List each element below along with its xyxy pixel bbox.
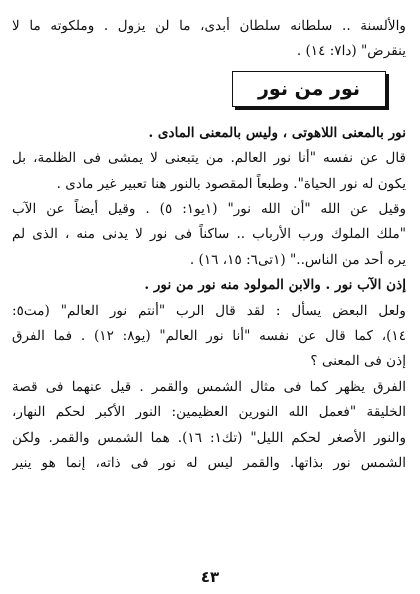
- paragraph-god-is-light: [12, 197, 406, 273]
- text-line: يره أحد من الناس.." (١تى٦: ١٥، ١٦) .: [189, 251, 406, 268]
- text-line: والألسنة .. سلطانه سلطان أبدى، ما لن يزول . وملكوته ما لا: [12, 18, 406, 34]
- text-line: الخليقة "فعمل الله النورين العظيمين: النور الأكبر لحكم النهار،: [12, 404, 406, 421]
- text-line: يكون له نور الحياة". وطبعاً المقصود بالنور هنا تعبير غير مادى .: [56, 175, 406, 192]
- section-title-row: [12, 69, 406, 113]
- text-line: وقيل عن الله "أن الله نور" (١يو١: ٥) . وقيل أيضاً عن الآب: [12, 201, 406, 218]
- heading-divine-meaning: نور بالمعنى اللاهوتى ، وليس بالمعنى المادى .: [148, 124, 406, 141]
- intro-paragraph: [12, 14, 406, 65]
- paragraph-question: [12, 299, 406, 375]
- section-title: نور من نور: [232, 71, 386, 107]
- document-page: [12, 14, 406, 584]
- text-line: ولعل البعض يسأل : لقد قال الرب "أنتم نور العالم" (مت٥:: [12, 302, 406, 319]
- page-number: ٤٣: [200, 568, 220, 586]
- text-line: قال عن نفسه "أنا نور العالم. من يتبعنى لا يمشى فى الظلمة، بل: [12, 150, 406, 167]
- text-line: إذن فى المعنى ؟: [310, 353, 406, 370]
- text-line: "ملك الملوك ورب الأرباب .. ساكناً فى نور لا يدنى منه ، الذى لم: [12, 226, 406, 243]
- paragraph-light-of-world: [12, 146, 406, 197]
- text-line: ينقرض" (دا٧: ١٤) .: [296, 43, 406, 60]
- text-line: الشمس نور بذاتها. والقمر ليس له نور فى ذاته، إنما هو ينير: [12, 455, 406, 472]
- text-line: ١٤)، كما قال عن نفسه "أنا نور العالم" (يو٨: ١٢) . فما الفرق: [12, 328, 406, 345]
- heading-light-from-light: إذن الآب نور . والابن المولود منه نور من نور .: [144, 277, 406, 294]
- text-line: والنور الأصغر لحكم الليل" (تك١: ١٦). هما الشمس والقمر. ولكن: [12, 429, 406, 446]
- paragraph-sun-and-moon: [12, 375, 406, 477]
- text-line: الفرق يظهر كما فى مثال الشمس والقمر . قيل عنهما فى قصة: [12, 378, 406, 395]
